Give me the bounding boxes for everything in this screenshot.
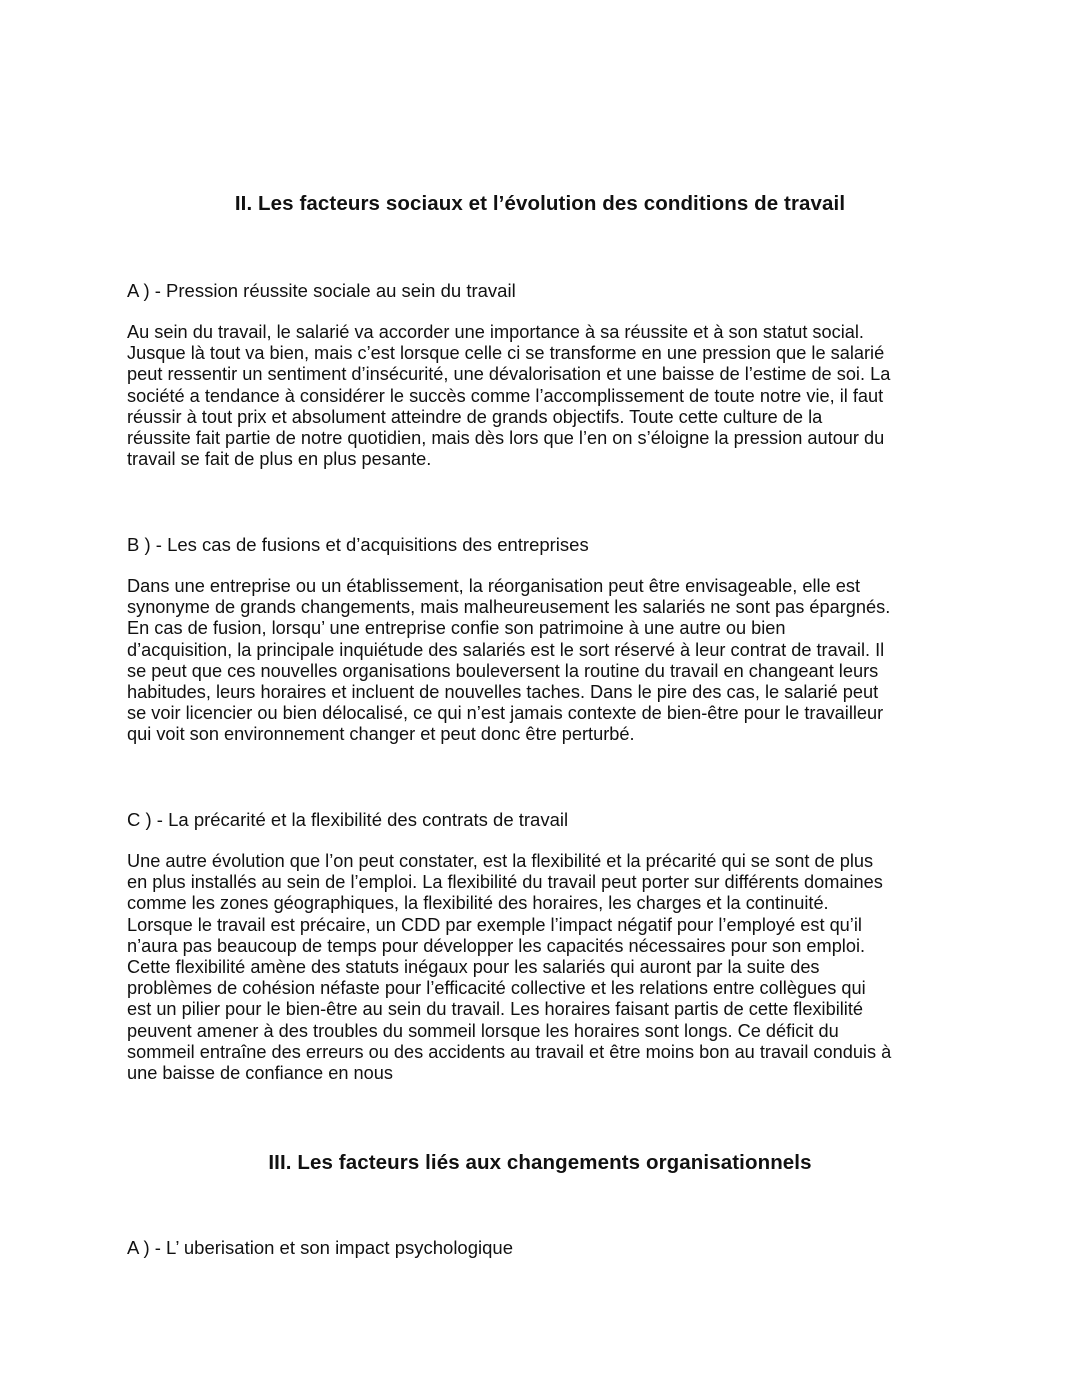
section-2b-heading: B ) - Les cas de fusions et d’acquisitions des entreprises (127, 534, 589, 555)
section-3a-heading: A ) - L’ uberisation et son impact psychologique (127, 1237, 513, 1258)
section-2a-heading: A ) - Pression réussite sociale au sein du travail (127, 280, 516, 301)
section-2-title: II. Les facteurs sociaux et l’évolution des conditions de travail (234, 192, 846, 215)
section-2b-body: Dans une entreprise ou un établissement, la réorganisation peut être envisageable, elle est synonyme de grands changements, mais malheureusement les salariés ne sont pas épargnés. En cas de fusion, lorsqu’ une entreprise confie son patrimoine à une autre ou bien d’acquisition, la principale inquiétude des salariés est le sort réservé à leur contrat de travail. Il se peut que ces nouvelles organisations bouleversent la routine du travail en changeant leurs habitudes, leurs horaires et incluent de nouvelles taches. Dans le pire des cas, le salarié peut se voir licencier ou bien délocalisé, ce qui n’est jamais contexte de bien-être pour le travailleur qui voit son environnement changer et peut donc être perturbé. (127, 576, 891, 745)
section-2c-heading: C ) - La précarité et la flexibilité des contrats de travail (127, 809, 569, 830)
section-3-title: III. Les facteurs liés aux changements organisationnels (268, 1151, 812, 1174)
section-2a-body: Au sein du travail, le salarié va accorder une importance à sa réussite et à son statut social. Jusque là tout va bien, mais c’est lorsque celle ci se transforme en une pression que le salarié peut ressentir un sentiment d’insécurité, une dévalorisation et une baisse de l’estime de soi. La société a tendance à considérer le succès comme l’accomplissement de toute notre vie, il faut réussir à tout prix et absolument atteindre de grands objectifs. Toute cette culture de la réussite fait partie de notre quotidien, mais dès lors que l’en on s’éloigne la pression autour du travail se fait de plus en plus pesante. (127, 322, 891, 470)
section-2c-body: Une autre évolution que l’on peut constater, est la flexibilité et la précarité qui se sont de plus en plus installés au sein de l’emploi. La flexibilité du travail peut porter sur différents domaines comme les zones géographiques, la flexibilité des horaires, les charges et la continuité. Lorsque le travail est précaire, un CDD par exemple l’impact négatif pour l’employé est qu’il n’aura pas beaucoup de temps pour développer les capacités nécessaires pour son emploi. Cette flexibilité amène des statuts inégaux pour les salariés qui auront par la suite des problèmes de cohésion néfaste pour l’efficacité collective et les relations entre collègues qui est un pilier pour le bien-être au sein du travail. Les horaires faisant partis de cette flexibilité peuvent amener à des troubles du sommeil lorsque les horaires sont longs. Ce déficit du sommeil entraîne des erreurs ou des accidents au travail et être moins bon au travail conduis à une baisse de confiance en nous (127, 851, 892, 1084)
